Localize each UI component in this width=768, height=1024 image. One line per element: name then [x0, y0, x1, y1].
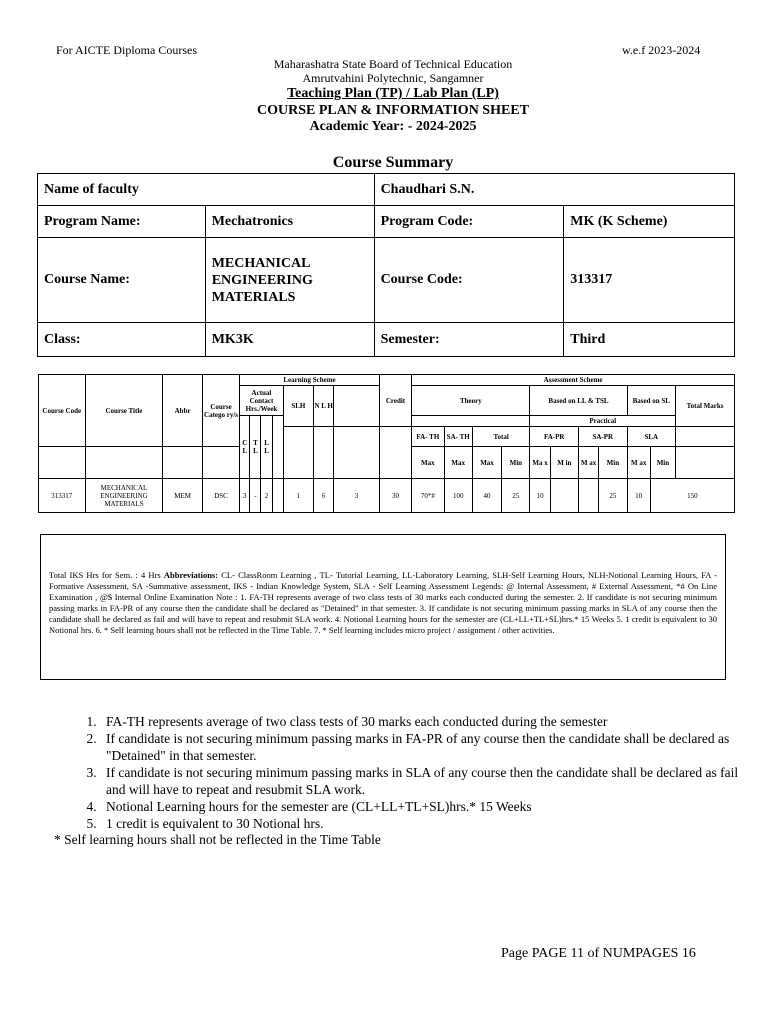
course-name-label: Course Name:	[38, 238, 206, 323]
contact-spacer	[272, 416, 283, 479]
notes-list	[54, 713, 742, 832]
row-nlh: 6	[314, 479, 334, 513]
list-item: 5. 1 credit is equivalent to 30 Notional hrs.	[100, 815, 742, 832]
practical-header: Practical	[530, 416, 676, 427]
list-item: 2. If candidate is not securing minimum passing marks in FA-PR of any course then the candidate shall be declared as "Detained" in that semester.	[100, 730, 742, 764]
row-cl: 3	[240, 479, 250, 513]
row-course-title: MECHANICAL ENGINEERING MATERIALS	[85, 479, 163, 513]
semester-value: Third	[564, 323, 735, 357]
row-spacer	[85, 447, 163, 479]
sa-pr-min-header: Min	[599, 447, 627, 479]
row-spacer	[163, 447, 202, 479]
fa-pr-header: FA-PR	[530, 427, 579, 447]
course-name-line: MATERIALS	[211, 289, 296, 305]
sa-th-header: SA- TH	[444, 427, 472, 447]
row-tl: -	[250, 479, 261, 513]
sla-header: SLA	[627, 427, 676, 447]
institute-name: Amrutvahini Polytechnic, Sangamner	[302, 71, 484, 85]
total-max-header: Max	[472, 447, 501, 479]
actual-contact-header: Actual Contact Hrs./Week	[240, 386, 283, 416]
program-code-value: MK (K Scheme)	[564, 206, 735, 238]
sa-pr-max-header: M ax	[579, 447, 599, 479]
based-sl-header: Based on SL	[627, 386, 676, 416]
fa-th-max-header: Max	[412, 447, 444, 479]
course-name-line: ENGINEERING	[211, 272, 313, 288]
row-fa-th-max: 30	[379, 479, 411, 513]
theory-spacer	[412, 416, 530, 427]
cl-header: C L	[240, 416, 250, 479]
row-sa-pr-min	[579, 479, 599, 513]
course-title-header: Course Title	[85, 375, 163, 447]
row-spacer	[39, 447, 86, 479]
row-slh: 1	[283, 479, 313, 513]
board-name: Maharashatra State Board of Technical Education	[273, 57, 513, 71]
program-name-value: Mechatronics	[205, 206, 374, 238]
nlh-header: N L H	[314, 386, 334, 427]
faculty-value: Chaudhari S.N.	[374, 174, 734, 206]
abbr-header: Abbr	[163, 375, 202, 447]
row-abbr: MEM	[163, 479, 202, 513]
ll-header: L L	[261, 416, 272, 479]
row-total-marks: 150	[650, 479, 734, 513]
row-sa-th-max: 70*#	[412, 479, 444, 513]
faculty-label: Name of faculty	[38, 174, 375, 206]
class-value: MK3K	[205, 323, 374, 357]
category-header: Course Catego ry/s	[202, 375, 239, 447]
abbreviations-box	[40, 534, 726, 680]
extra-spacer	[334, 427, 380, 479]
list-item: 4. Notional Learning hours for the semester are (CL+LL+TL+SL)hrs.* 15 Weeks	[100, 798, 742, 815]
list-item: 1. FA-TH represents average of two class tests of 30 marks each conducted during the semester	[100, 713, 742, 730]
nlh-spacer	[314, 427, 334, 479]
sla-min-header: Min	[650, 447, 675, 479]
abbreviations-label: Abbreviations:	[163, 570, 219, 580]
plan-title: Teaching Plan (TP) / Lab Plan (LP)	[287, 86, 499, 101]
semester-label: Semester:	[374, 323, 564, 357]
footnote: * Self learning hours shall not be reflected in the Time Table	[54, 832, 381, 847]
total-marks-header: Total Marks	[676, 386, 735, 427]
page-number: Page PAGE 11 of NUMPAGES 16	[501, 946, 696, 961]
list-item: 3. If candidate is not securing minimum passing marks in SLA of any course then the candidate shall be declared as fail and will have to repeat and resubmit SLA work.	[100, 764, 742, 798]
row-course-code: 313317	[39, 479, 86, 513]
abbreviations-body: CL- ClassRoom Learning , TL- Tutorial Learning, LL-Laboratory Learning, SLH-Self Learning Hours, NLH-Notional Learning Hours, FA - Formative Assessment, SA -Summative assessment, IKS - Indian Knowledge System, SLA - Self Learning Assessment Legends: @ Internal Assessment, # External Assessment, *# On Line Examination , @$ Internal Online Examination Note : 1. FA-TH represents average of two class tests of 30 marks each conducted during the semester. 2. If candidate is not securing minimum passing marks in FA-PR of any course then the candidate shall be declared as "Detained" in that semester. 3. If candidate is not securing minimum passing marks in SLA of any course then the candidate shall be declared as fail and will have to repeat and resubmit SLA work. 4. Notional Learning hours for the semester are (CL+LL+TL+SL)hrs.* 15 Weeks 5. 1 credit is equivalent to 30 Notional hrs. 6. * Self learning hours shall not be reflected in the Time Table. 7. * Self learning includes micro project / assignment / other activities.	[49, 570, 718, 635]
course-name-line: MECHANICAL	[211, 255, 311, 271]
row-credit: 3	[334, 479, 380, 513]
row-empty	[272, 479, 283, 513]
header-effective-date: w.e.f 2023-2024	[622, 43, 701, 57]
row-ll: 2	[261, 479, 272, 513]
row-sa-pr-max	[550, 479, 578, 513]
slh-spacer	[283, 427, 313, 479]
row-fa-pr-max: 25	[502, 479, 530, 513]
abbreviations-text	[49, 570, 717, 636]
course-summary-table	[37, 173, 735, 357]
total-marks-spacer	[676, 427, 735, 447]
course-name-value	[205, 238, 374, 323]
credit-spacer	[379, 427, 411, 479]
row-sla-min: 10	[627, 479, 650, 513]
course-code-header: Course Code	[39, 375, 86, 447]
fa-pr-min-header: M in	[550, 447, 578, 479]
credit-header: Credit	[379, 375, 411, 427]
row-fa-pr-min: 10	[530, 479, 550, 513]
sa-th-max-header: Max	[444, 447, 472, 479]
based-ll-tsl-header: Based on LL & TSL	[530, 386, 627, 416]
slh-header: SLH	[283, 386, 313, 427]
academic-year: Academic Year: - 2024-2025	[309, 119, 477, 134]
total-min-header: Min	[502, 447, 530, 479]
class-label: Class:	[38, 323, 206, 357]
total-marks-spacer	[676, 447, 735, 479]
row-category: DSC	[202, 479, 239, 513]
sheet-title: COURSE PLAN & INFORMATION SHEET	[257, 103, 529, 118]
iks-hours: Total IKS Hrs for Sem. : 4 Hrs	[49, 570, 164, 580]
row-spacer	[202, 447, 239, 479]
total-header: Total	[472, 427, 530, 447]
sla-max-header: M ax	[627, 447, 650, 479]
learning-scheme-spacer	[334, 386, 380, 427]
course-code-label: Course Code:	[374, 238, 564, 323]
learning-scheme-header: Learning Scheme	[240, 375, 380, 386]
theory-header: Theory	[412, 386, 530, 416]
row-total-max: 100	[444, 479, 472, 513]
row-total-min: 40	[472, 479, 501, 513]
program-code-label: Program Code:	[374, 206, 564, 238]
fa-pr-max-header: Ma x	[530, 447, 550, 479]
fa-th-header: FA- TH	[412, 427, 444, 447]
row-sla-max: 25	[599, 479, 627, 513]
course-code-value: 313317	[564, 238, 735, 323]
course-summary-title: Course Summary	[332, 154, 454, 171]
tl-header: T L	[250, 416, 261, 479]
assessment-scheme-header: Assessment Scheme	[412, 375, 735, 386]
header-course-type: For AICTE Diploma Courses	[56, 43, 197, 57]
sa-pr-header: SA-PR	[579, 427, 628, 447]
teaching-scheme-table	[38, 374, 735, 513]
program-name-label: Program Name:	[38, 206, 206, 238]
